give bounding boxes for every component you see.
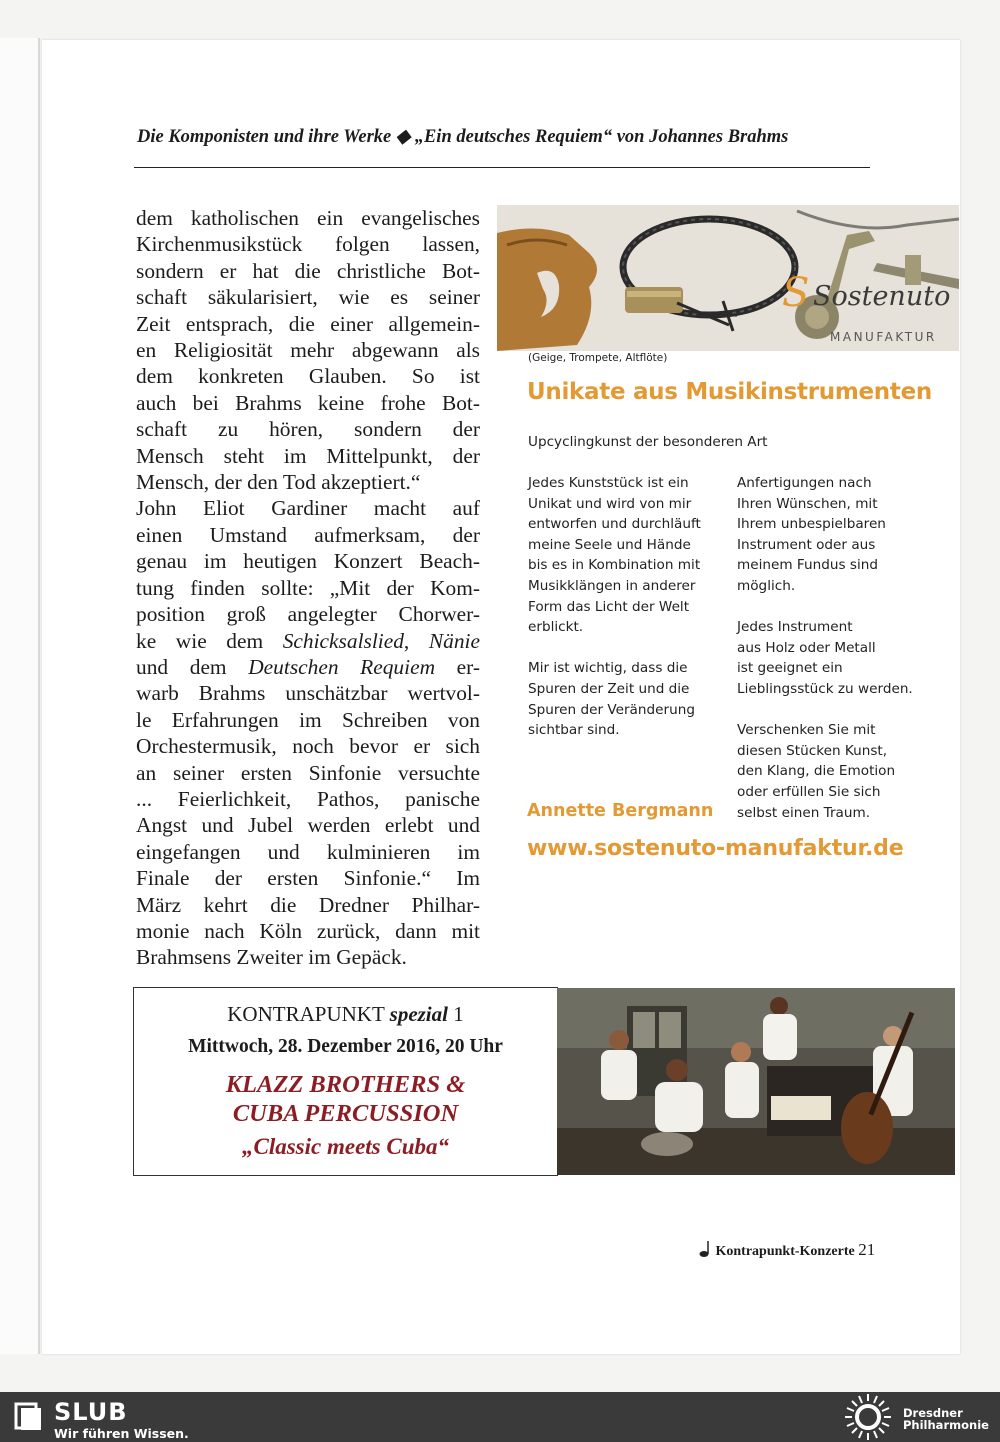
ad-text-line: den Klang, die Emotion — [737, 763, 896, 780]
ad-paragraph-gap — [737, 597, 913, 618]
artist-name: Annette Bergmann — [527, 801, 714, 821]
body-line: Mensch steht im Mittelpunkt, der — [136, 443, 480, 468]
ad-text-line: Anfertigungen nach — [737, 475, 872, 491]
body-line-schicksalslied: ke wie dem Schicksalslied, Nänie — [136, 628, 480, 653]
ad-text-line: meinem Fundus sind — [737, 557, 878, 574]
ad-text-line: Instrument oder aus — [737, 536, 876, 553]
body-line: Kirchenmusikstück folgen lassen, — [136, 232, 480, 257]
concert-artist-line1: KLAZZ BROTHERS & — [225, 1071, 466, 1098]
body-line: sondern er hat die christliche Bot- — [136, 258, 480, 283]
page-number: 21 — [858, 1240, 876, 1259]
photo-caption: (Geige, Trompete, Altflöte) — [528, 352, 668, 364]
ad-text-line: ist geeignet ein — [737, 660, 843, 677]
body-line: John Eliot Gardiner macht auf — [136, 496, 480, 521]
sunburst-logo-icon — [841, 1392, 895, 1442]
orchestra-name-line1: Dresdner — [903, 1406, 963, 1420]
running-header: Die Komponisten und ihre Werke ◆ „Ein deutsches Requiem“ von Johannes Brahms — [137, 127, 789, 147]
body-line: eingefangen und kulminieren im — [136, 839, 480, 864]
upcycled-instruments-photo — [497, 205, 959, 351]
ad-text-line: Verschenken Sie mit — [737, 722, 876, 739]
concert-program: „Classic meets Cuba“ — [241, 1134, 449, 1159]
body-line: Angst und Jubel werden erlebt und — [136, 813, 480, 838]
ad-text-line: sichtbar sind. — [528, 722, 620, 739]
ad-text-line: Spuren der Veränderung — [528, 701, 695, 718]
concert-date: Mittwoch, 28. Dezember 2016, 20 Uhr — [188, 1036, 503, 1057]
sostenuto-logo-script: Sostenuto — [813, 281, 951, 312]
website-link[interactable]: www.sostenuto-manufaktur.de — [527, 836, 904, 861]
body-line: en Religiosität mehr abgewann als — [136, 338, 480, 363]
body-line: schaft zu hören, sondern der — [136, 417, 480, 442]
sostenuto-logo — [813, 281, 950, 312]
article-body — [136, 205, 480, 971]
ad-text-line: Musikklängen in anderer — [528, 577, 696, 594]
body-line-requiem: und dem Deutschen Requiem er- — [136, 654, 480, 679]
previous-page-edge — [0, 38, 40, 1354]
header-rule — [134, 167, 870, 168]
body-line: Finale der ersten Sinfonie.“ Im — [136, 866, 480, 891]
body-line: Brahmsens Zweiter im Gepäck. — [136, 945, 407, 970]
body-line: warb Brahms unschätzbar wertvol- — [136, 681, 480, 706]
concert-artist-line2: CUBA PERCUSSION — [232, 1100, 459, 1127]
ad-text-line: Ihrem unbespielbaren — [737, 516, 886, 533]
series-number: 1 — [447, 1002, 464, 1026]
body-line: März kehrt die Dredner Philhar- — [136, 892, 480, 917]
body-line: dem konkreten Glauben. So ist — [136, 364, 480, 389]
ad-text-line: oder erfüllen Sie sich — [737, 783, 881, 800]
body-line: dem katholischen ein evangelisches — [136, 206, 480, 230]
ad-headline: Unikate aus Musikinstrumenten — [527, 379, 932, 405]
music-note-icon — [698, 1240, 712, 1258]
ad-text-line: aus Holz oder Metall — [737, 639, 876, 656]
ad-text-line: Lieblingsstück zu werden. — [737, 680, 913, 697]
ad-text-line: erblickt. — [528, 619, 584, 636]
library-tagline: Wir führen Wissen. — [54, 1426, 189, 1441]
series-prefix: KONTRAPUNKT — [227, 1002, 390, 1026]
concert-announcement — [133, 987, 558, 1176]
body-line: auch bei Brahms keine frohe Bot- — [136, 390, 480, 415]
ad-text-line: möglich. — [737, 577, 796, 594]
body-line: le Erfahrungen im Schreiben von — [136, 707, 480, 732]
ad-text-line: Form das Licht der Welt — [528, 598, 690, 615]
ad-text-line: bis es in Kombination mit — [528, 557, 701, 574]
body-line: schaft säkularisiert, wie es seiner — [136, 285, 480, 310]
ad-text-line: Spuren der Zeit und die — [528, 680, 690, 697]
body-line: tung finden sollte: „Mit der Kom- — [136, 575, 480, 600]
body-line: einen Umstand aufmerksam, der — [136, 522, 480, 547]
page-footer — [698, 1240, 875, 1260]
book-icon — [14, 1402, 42, 1432]
footer-label: Kontrapunkt-Konzerte — [715, 1244, 855, 1259]
ad-paragraph-gap — [737, 700, 913, 721]
sostenuto-logo-subtitle: MANUFAKTUR — [830, 330, 937, 344]
band-photo-illustration — [557, 988, 955, 1175]
body-line: ... Feierlichkeit, Pathos, panische — [136, 786, 480, 811]
ad-text-line: Unikat und wird von mir — [528, 495, 692, 512]
body-line: genau im heutigen Konzert Beach- — [136, 549, 480, 574]
band-photo — [557, 988, 955, 1175]
orchestra-name-line2: Philharmonie — [903, 1418, 989, 1432]
ad-text-line: Jedes Instrument — [737, 619, 853, 636]
body-line: monie nach Köln zurück, dann mit — [136, 918, 480, 943]
ad-right-column — [737, 473, 913, 823]
ad-subheadline: Upcyclingkunst der besonderen Art — [528, 434, 768, 450]
ad-text-line: Jedes Kunststück ist ein — [528, 475, 689, 491]
body-line: Zeit entsprach, die einer allgemein- — [136, 311, 480, 336]
ad-text-line: diesen Stücken Kunst, — [737, 742, 888, 759]
body-line: an seiner ersten Sinfonie versuchte — [136, 760, 480, 785]
body-line: position groß angelegter Chorwer- — [136, 602, 480, 627]
ad-text-line: Mir ist wichtig, dass die — [528, 660, 688, 677]
ad-text-line: Ihren Wünschen, mit — [737, 495, 878, 512]
ad-paragraph-gap — [528, 638, 701, 659]
series-spezial: spezial — [389, 1002, 448, 1026]
body-line: Orchestermusik, noch bevor er sich — [136, 734, 480, 759]
sostenuto-logo-s: S — [782, 270, 810, 316]
ad-text-line: meine Seele und Hände — [528, 536, 691, 553]
ad-text-line: selbst einen Traum. — [737, 804, 871, 821]
viewer-footer-bar — [0, 1392, 1000, 1442]
sostenuto-advertisement — [497, 205, 959, 877]
ad-left-column — [528, 473, 701, 741]
orchestra-name[interactable] — [903, 1407, 989, 1431]
ad-text-line: entworfen und durchläuft — [528, 516, 701, 533]
library-name[interactable]: SLUB — [54, 1398, 128, 1426]
concert-series — [134, 1002, 557, 1027]
body-line: Mensch, der den Tod akzeptiert.“ — [136, 470, 421, 495]
